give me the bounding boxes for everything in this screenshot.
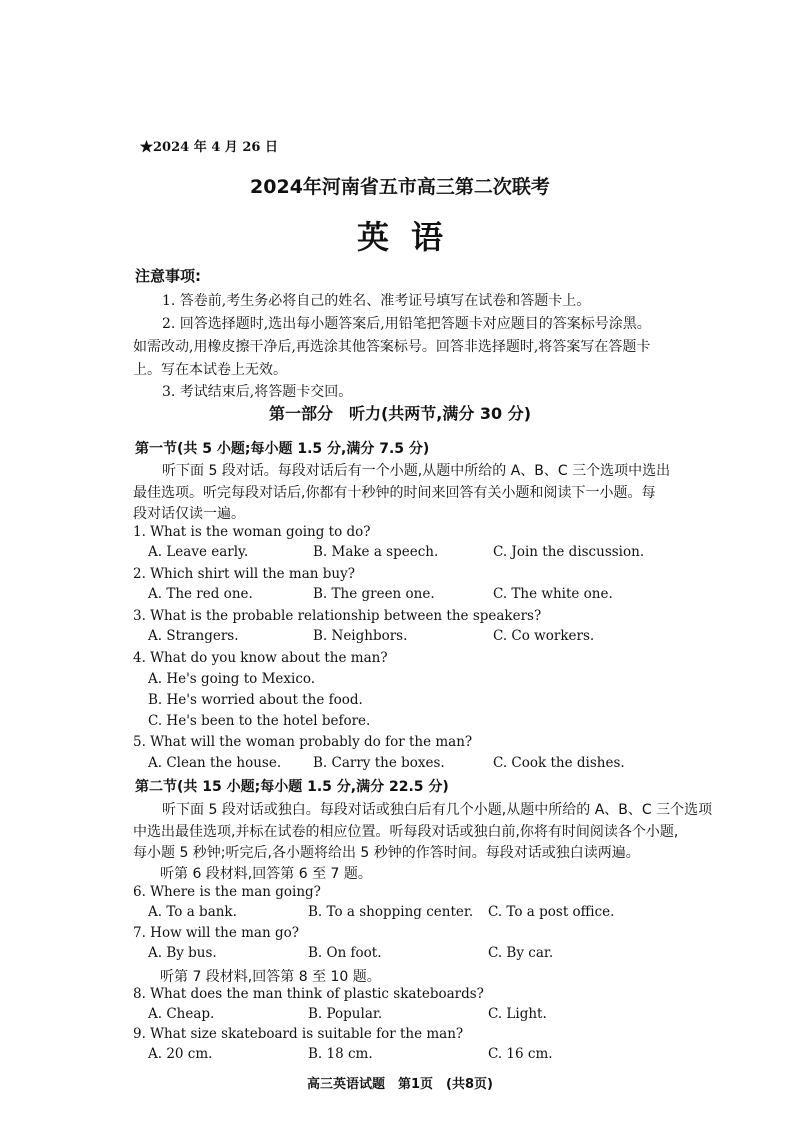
section1-heading: 第一节(共 5 小题;每小题 1.5 分,满分 7.5 分) (135, 441, 430, 457)
notice-line-3: 如需改动,用橡皮擦干净后,再选涂其他答案标号。回答非选择题时,将答案写在答题卡 (133, 339, 651, 355)
option-7a: A. By bus. (148, 945, 217, 961)
section2-heading: 第二节(共 15 小题;每小题 1.5 分,满分 22.5 分) (135, 779, 449, 795)
material-7-instruction: 听第 7 段材料,回答第 8 至 10 题。 (160, 969, 381, 985)
option-9c: C. 16 cm. (488, 1046, 553, 1062)
section2-instruction-2: 中选出最佳选项,并标在试卷的相应位置。听每段对话或独白前,你将有时间阅读各个小题, (133, 824, 679, 840)
option-2a: A. The red one. (148, 586, 253, 602)
question-9: 9. What size skateboard is suitable for the man? (133, 1026, 464, 1042)
question-6: 6. Where is the man going? (133, 884, 321, 900)
notice-heading: 注意事项: (135, 267, 201, 285)
option-6b: B. To a shopping center. (308, 904, 474, 920)
notice-line-5: 3. 考试结束后,将答题卡交回。 (162, 384, 353, 400)
question-3: 3. What is the probable relationship between the speakers? (133, 608, 542, 624)
option-3a: A. Strangers. (148, 628, 239, 644)
question-4: 4. What do you know about the man? (133, 650, 388, 666)
part1-title: 第一部分 听力(共两节,满分 30 分) (268, 404, 532, 423)
section2-instruction-1: 听下面 5 段对话或独白。每段对话或独白后有几个小题,从题中所给的 A、B、C 三个选项 (162, 802, 713, 818)
option-7c: C. By car. (488, 945, 554, 961)
option-5c: C. Cook the dishes. (493, 755, 625, 771)
option-9a: A. 20 cm. (148, 1046, 213, 1062)
question-5: 5. What will the woman probably do for the man? (133, 734, 473, 750)
option-5b: B. Carry the boxes. (313, 755, 445, 771)
subject-title: 英语 (356, 218, 465, 256)
option-1b: B. Make a speech. (313, 544, 439, 560)
option-2c: C. The white one. (493, 586, 613, 602)
option-8a: A. Cheap. (148, 1006, 215, 1022)
section2-instruction-3: 每小题 5 秒钟;听完后,各小题将给出 5 秒钟的作答时间。每段对话或独白读两遍。 (133, 845, 640, 861)
option-3b: B. Neighbors. (313, 628, 408, 644)
notice-line-2: 2. 回答选择题时,选出每小题答案后,用铅笔把答题卡对应题目的答案标号涂黑。 (162, 316, 651, 332)
question-2: 2. Which shirt will the man buy? (133, 566, 355, 582)
exam-date: ★2024 年 4 月 26 日 (140, 140, 278, 155)
question-1: 1. What is the woman going to do? (133, 524, 371, 540)
option-4a: A. He's going to Mexico. (148, 671, 316, 687)
page-footer: 高三英语试题 第1页 (共8页) (307, 1077, 493, 1092)
option-7b: B. On foot. (308, 945, 382, 961)
option-2b: B. The green one. (313, 586, 435, 602)
section1-instruction-2: 最佳选项。听完每段对话后,你都有十秒钟的时间来回答有关小题和阅读下一小题。每 (133, 485, 656, 501)
option-4b: B. He's worried about the food. (148, 692, 363, 708)
section1-instruction-3: 段对话仅读一遍。 (133, 506, 245, 522)
material-6-instruction: 听第 6 段材料,回答第 6 至 7 题。 (160, 866, 372, 882)
option-8c: C. Light. (488, 1006, 547, 1022)
notice-line-4: 上。写在本试卷上无效。 (133, 362, 287, 378)
option-6a: A. To a bank. (148, 904, 237, 920)
section1-instruction-1: 听下面 5 段对话。每段对话后有一个小题,从题中所给的 A、B、C 三个选项中选出 (162, 463, 671, 479)
option-9b: B. 18 cm. (308, 1046, 373, 1062)
exam-title: 2024年河南省五市高三第二次联考 (250, 176, 550, 198)
option-1a: A. Leave early. (148, 544, 249, 560)
option-6c: C. To a post office. (488, 904, 615, 920)
option-5a: A. Clean the house. (148, 755, 282, 771)
option-3c: C. Co workers. (493, 628, 595, 644)
option-1c: C. Join the discussion. (493, 544, 645, 560)
option-4c: C. He's been to the hotel before. (148, 713, 371, 729)
notice-line-1: 1. 答卷前,考生务必将自己的姓名、准考证号填写在试卷和答题卡上。 (162, 293, 591, 309)
question-8: 8. What does the man think of plastic skateboards? (133, 986, 484, 1002)
option-8b: B. Popular. (308, 1006, 383, 1022)
question-7: 7. How will the man go? (133, 925, 299, 941)
